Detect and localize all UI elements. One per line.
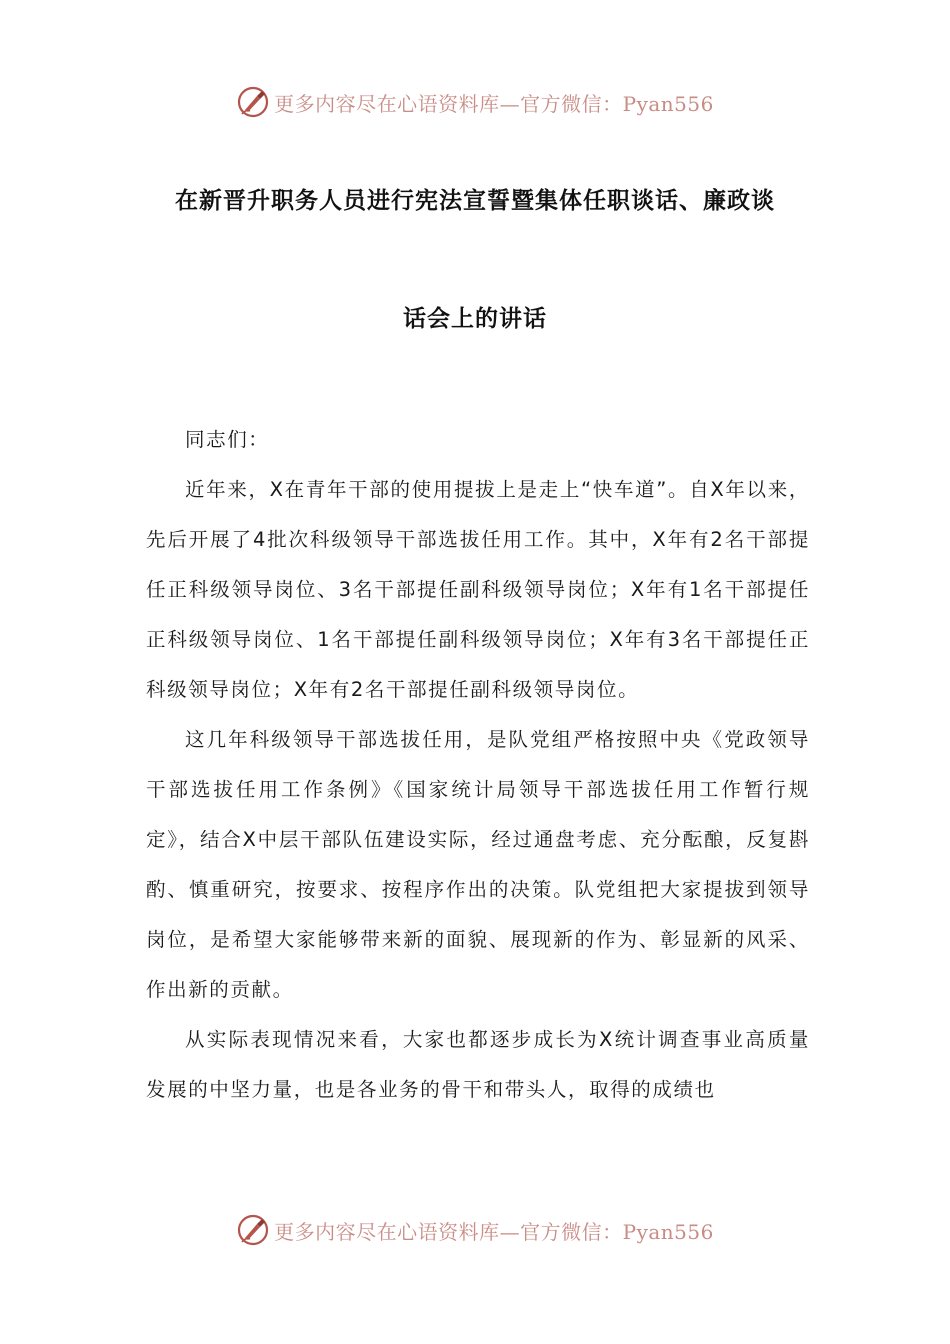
pen-logo-icon [236, 1213, 270, 1247]
watermark-text: 更多内容尽在心语资料库—官方微信：Pyan556 [274, 1219, 714, 1244]
document-body [146, 415, 810, 1115]
pen-logo-icon [236, 85, 270, 119]
paragraph-3: 从实际表现情况来看，大家也都逐步成长为X统计调查事业高质量发展的中坚力量，也是各业务的骨干和带头人，取得的成绩也 [146, 1028, 810, 1101]
salutation: 同志们： [185, 428, 270, 451]
document-title-line-2: 话会上的讲话 [403, 306, 547, 332]
paragraph-1: 近年来，X在青年干部的使用提拔上是走上“快车道”。自X年以来，先后开展了4批次科级领导干部选拔任用工作。其中，X年有2名干部提任正科级领导岗位、3名干部提任副科级领导岗位；X年有1名干部提任正科级领导岗位、1名干部提任副科级领导岗位；X年有3名干部提任正科级领导岗位；X年有2名干部提任副科级领导岗位。 [146, 478, 810, 701]
paragraph-2: 这几年科级领导干部选拔任用，是队党组严格按照中央《党政领导干部选拔任用工作条例》《国家统计局领导干部选拔任用工作暂行规定》，结合X中层干部队伍建设实际，经过通盘考虑、充分酝酿，反复斟酌、慎重研究，按要求、按程序作出的决策。队党组把大家提拔到领导岗位，是希望大家能够带来新的面貌、展现新的作为、彰显新的风采、作出新的贡献。 [146, 728, 810, 1001]
watermark-footer [0, 1210, 950, 1250]
watermark-header [0, 82, 950, 122]
watermark-text: 更多内容尽在心语资料库—官方微信：Pyan556 [274, 91, 714, 116]
document-title-line-1: 在新晋升职务人员进行宪法宣誓暨集体任职谈话、廉政谈 [175, 188, 775, 214]
